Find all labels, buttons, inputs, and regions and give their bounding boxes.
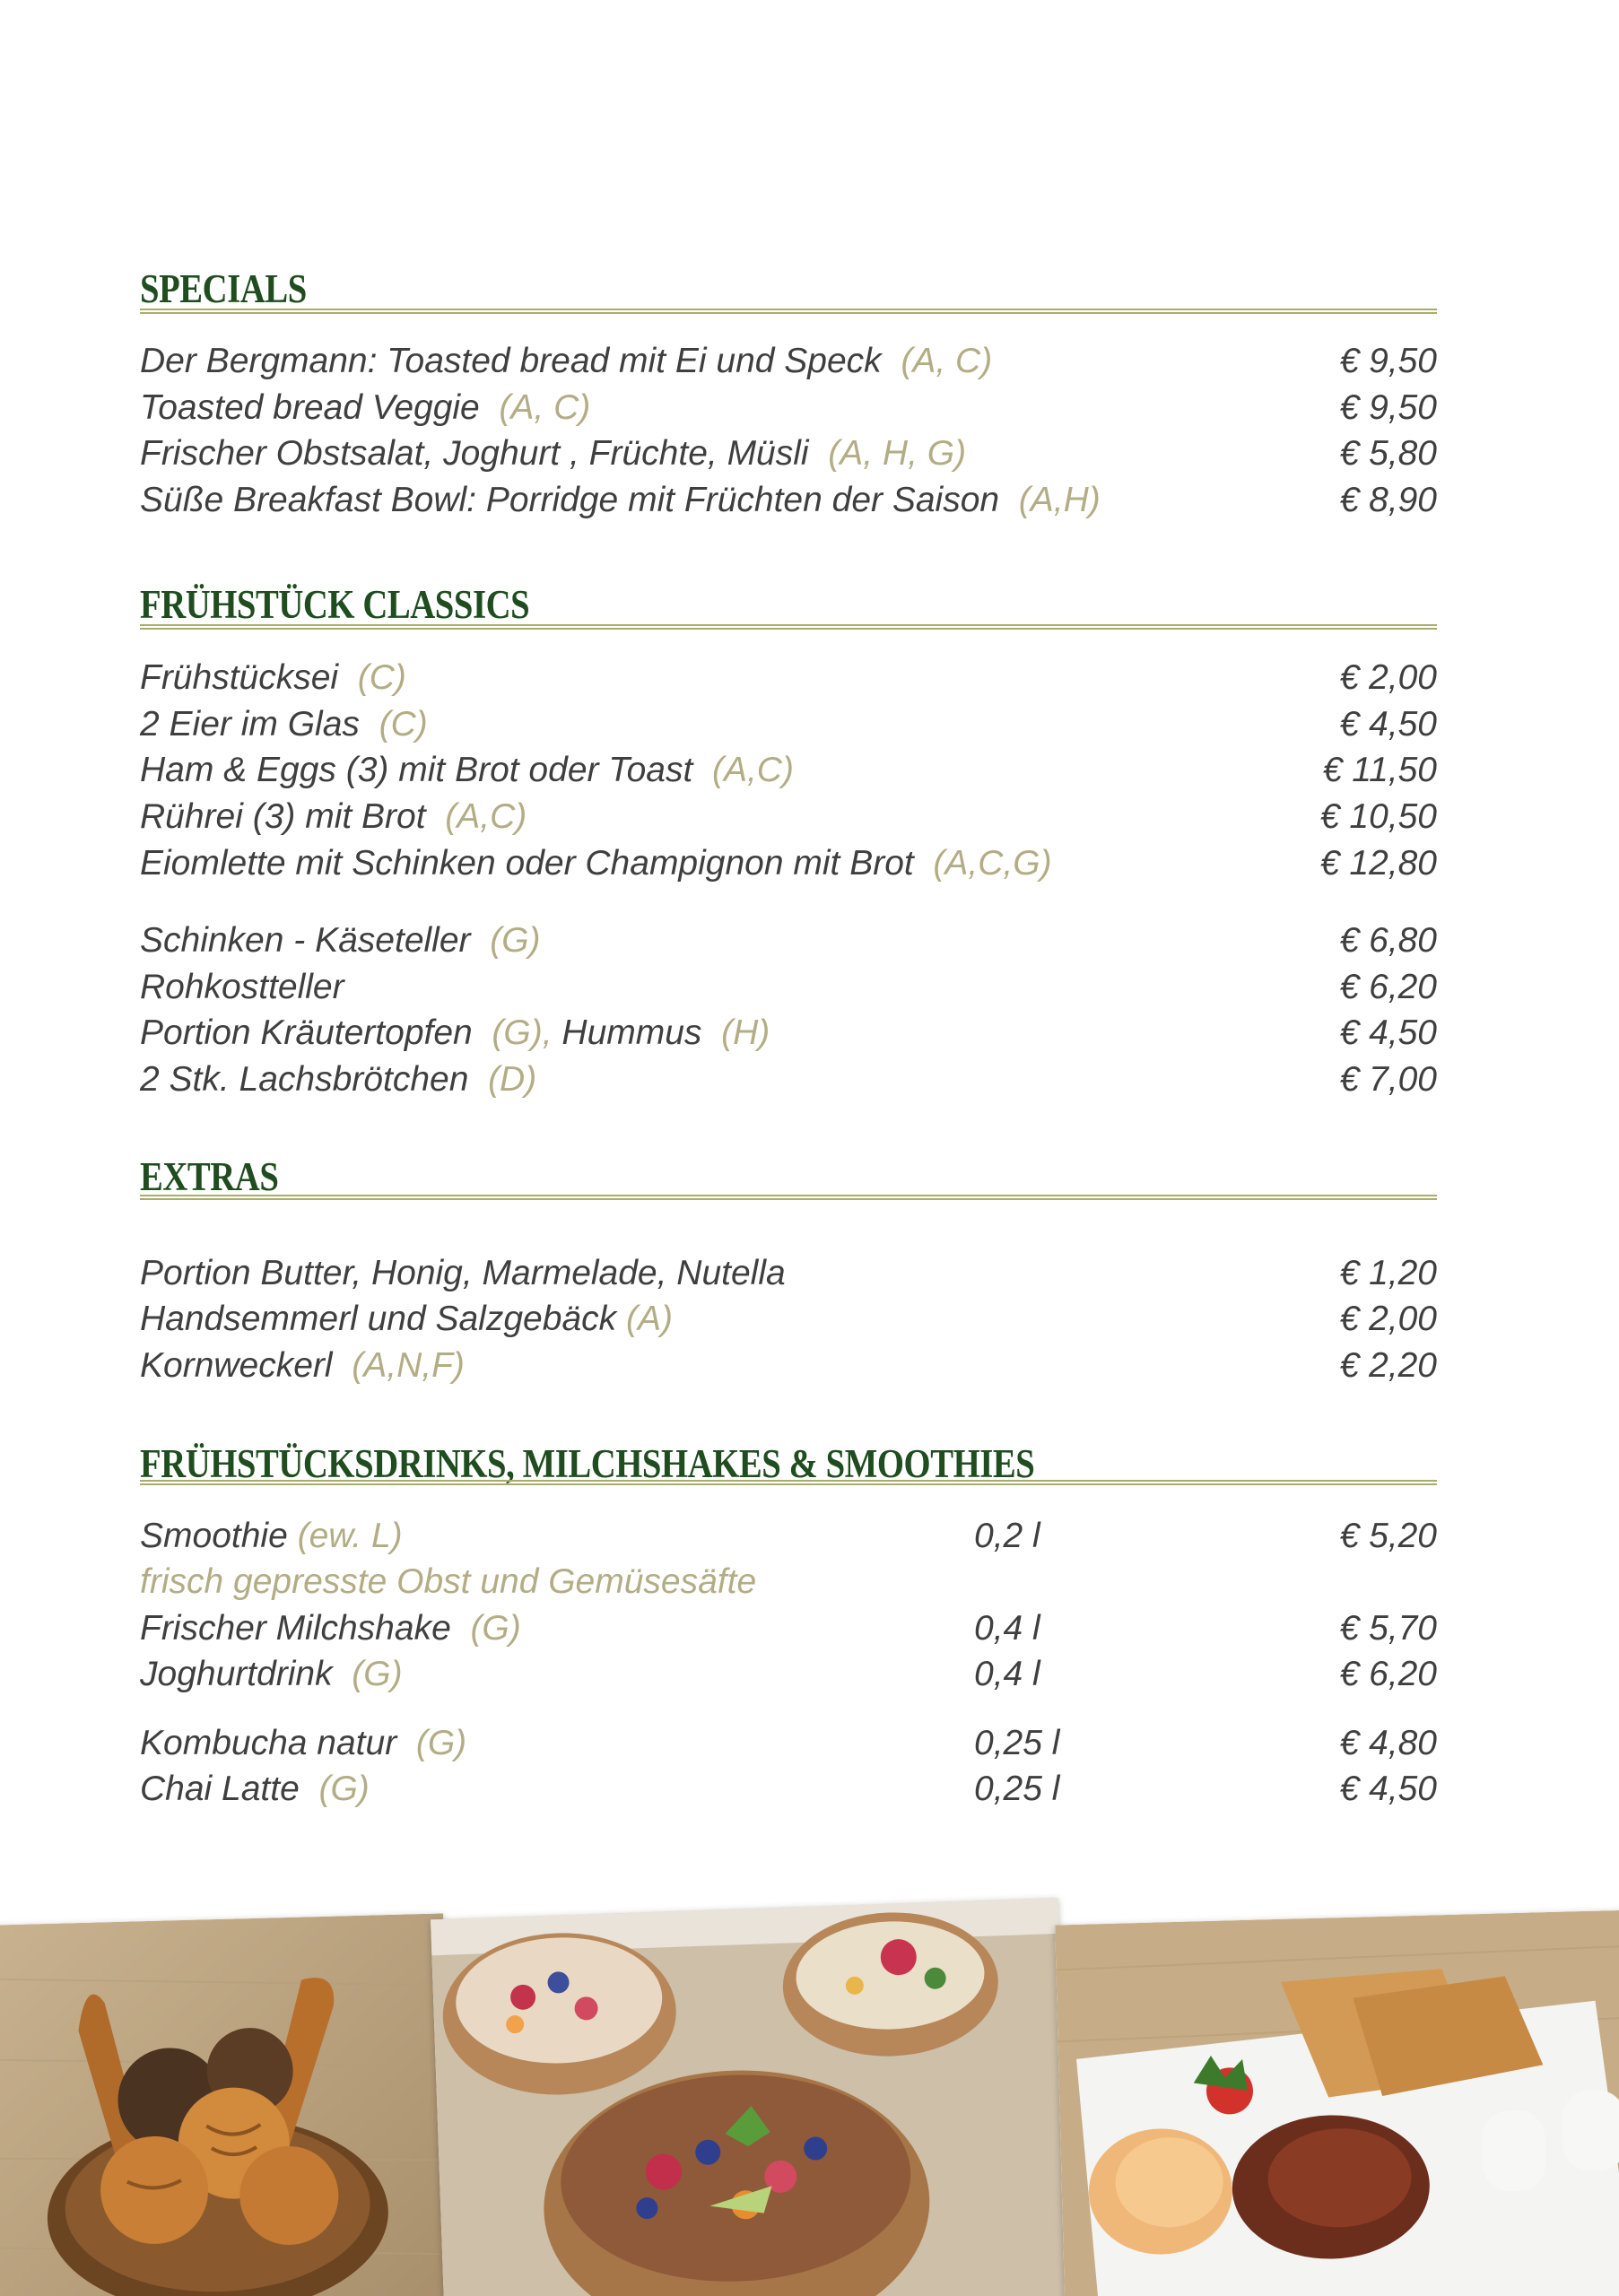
menu-item: [140, 386, 1437, 430]
item-name: Handsemmerl und Salzgebäck: [140, 1300, 617, 1338]
menu-item: [140, 478, 1437, 523]
allergen-codes: (H): [721, 1013, 770, 1052]
item-price: € 4,50: [1339, 1770, 1437, 1808]
allergen-codes: (A,N,F): [352, 1346, 465, 1385]
item-price: € 9,50: [1339, 388, 1437, 427]
section-title-specials: SPECIALS: [140, 266, 307, 311]
item-name: Kombucha natur: [140, 1724, 397, 1762]
item-name: Der Bergmann: Toasted bread mit Ei und Speck: [140, 342, 882, 380]
menu-item: [140, 1721, 1437, 1766]
breakfast-bowls-photo: [431, 1898, 1073, 2296]
item-price: € 2,20: [1339, 1346, 1437, 1385]
menu-item: [140, 841, 1437, 886]
menu-note: [140, 1560, 1437, 1605]
item-name: Frischer Obstsalat, Joghurt , Früchte, Müsli: [140, 434, 809, 473]
allergen-codes: (A,H): [1018, 481, 1101, 519]
menu-item: [140, 339, 1437, 384]
bread-basket-photo: [0, 1913, 454, 2296]
allergen-codes: (G): [415, 1724, 467, 1762]
item-name: Smoothie: [140, 1517, 288, 1555]
item-name: Frühstücksei: [140, 658, 339, 697]
item-name: Ham & Eggs (3) mit Brot oder Toast: [140, 751, 693, 789]
item-price: € 6,80: [1339, 921, 1437, 960]
item-name: Süße Breakfast Bowl: Porridge mit Früchten der Saison: [140, 481, 1000, 519]
menu-item: [140, 965, 1437, 1010]
item-name: Joghurtdrink: [140, 1655, 333, 1693]
item-name: 2 Eier im Glas: [140, 705, 360, 744]
item-price: € 2,00: [1339, 1300, 1437, 1338]
menu-item: [140, 1297, 1437, 1342]
allergen-codes: (G): [318, 1770, 370, 1808]
item-volume: 0,4 l: [974, 1655, 1040, 1693]
section-divider: [140, 624, 1437, 630]
item-volume: 0,2 l: [974, 1517, 1040, 1555]
menu-item: [140, 1767, 1437, 1812]
item-name: Kornweckerl: [140, 1346, 333, 1385]
allergen-codes: (C): [357, 658, 406, 697]
item-price: € 1,20: [1339, 1254, 1437, 1292]
allergen-codes: (G): [490, 921, 541, 960]
item-price: € 8,90: [1339, 481, 1437, 519]
item-price: € 4,80: [1339, 1724, 1437, 1762]
section-title-classics: FRÜHSTÜCK CLASSICS: [140, 582, 530, 627]
allergen-codes: (A, H, G): [828, 434, 967, 473]
allergen-codes: (G): [352, 1655, 403, 1693]
item-name: Rührei (3) mit Brot: [140, 797, 426, 836]
item-name: Rohkostteller: [140, 968, 344, 1006]
item-price: € 11,50: [1322, 751, 1437, 789]
menu-item: [140, 656, 1437, 700]
toast-breakfast-plate-photo: [1055, 1910, 1619, 2296]
item-price: € 6,20: [1339, 1655, 1437, 1693]
menu-item: [140, 1011, 1437, 1056]
menu-item: [140, 1606, 1437, 1651]
item-price: € 5,20: [1339, 1517, 1437, 1555]
section-title-extras: EXTRAS: [140, 1154, 279, 1199]
allergen-codes: (A): [625, 1300, 673, 1338]
item-name: Frischer Milchshake: [140, 1609, 451, 1648]
photo-strip: [0, 1892, 1619, 2296]
allergen-codes: (G),: [492, 1013, 553, 1052]
note-text: frisch gepresste Obst und Gemüsesäfte: [140, 1562, 757, 1601]
allergen-codes: (ew. L): [297, 1517, 403, 1555]
allergen-codes: (G): [470, 1609, 521, 1648]
section-divider: [140, 309, 1437, 314]
item-name: Portion Kräutertopfen: [140, 1013, 473, 1052]
item-price: € 12,80: [1319, 844, 1437, 883]
allergen-codes: (A,C): [445, 797, 527, 836]
menu-item: [140, 702, 1437, 747]
item-name: Portion Butter, Honig, Marmelade, Nutella: [140, 1254, 786, 1292]
menu-item: [140, 1057, 1437, 1102]
item-name: Chai Latte: [140, 1770, 300, 1808]
item-price: € 10,50: [1319, 797, 1437, 836]
section-divider: [140, 1195, 1437, 1200]
item-price: € 2,00: [1339, 658, 1437, 697]
item-name: 2 Stk. Lachsbrötchen: [140, 1060, 469, 1099]
section-divider: [140, 1480, 1437, 1485]
item-name: Hummus: [561, 1013, 702, 1052]
allergen-codes: (A, C): [901, 342, 993, 380]
menu-item: [140, 918, 1437, 963]
menu-item: [140, 1251, 1437, 1296]
item-volume: 0,4 l: [974, 1609, 1040, 1648]
allergen-codes: (A, C): [499, 388, 591, 427]
item-price: € 5,70: [1339, 1609, 1437, 1648]
item-name: Eiomlette mit Schinken oder Champignon mit Brot: [140, 844, 914, 883]
item-price: € 4,50: [1339, 705, 1437, 744]
menu-item: [140, 1514, 1437, 1559]
item-price: € 5,80: [1339, 434, 1437, 473]
menu-item: [140, 431, 1437, 476]
menu-item: [140, 1344, 1437, 1388]
item-name: Toasted bread Veggie: [140, 388, 480, 427]
allergen-codes: (D): [488, 1060, 537, 1099]
menu-item: [140, 795, 1437, 839]
item-price: € 7,00: [1339, 1060, 1437, 1099]
item-price: € 6,20: [1339, 968, 1437, 1006]
item-volume: 0,25 l: [974, 1724, 1060, 1762]
item-name: Schinken - Käseteller: [140, 921, 471, 960]
allergen-codes: (A,C,G): [933, 844, 1052, 883]
menu-item: [140, 748, 1437, 793]
item-volume: 0,25 l: [974, 1770, 1060, 1808]
section-title-drinks: FRÜHSTÜCKSDRINKS, MILCHSHAKES & SMOOTHIES: [140, 1441, 1035, 1486]
item-price: € 9,50: [1339, 342, 1437, 380]
menu-item: [140, 1652, 1437, 1697]
allergen-codes: (C): [379, 705, 428, 744]
item-price: € 4,50: [1339, 1013, 1437, 1052]
allergen-codes: (A,C): [711, 751, 794, 789]
